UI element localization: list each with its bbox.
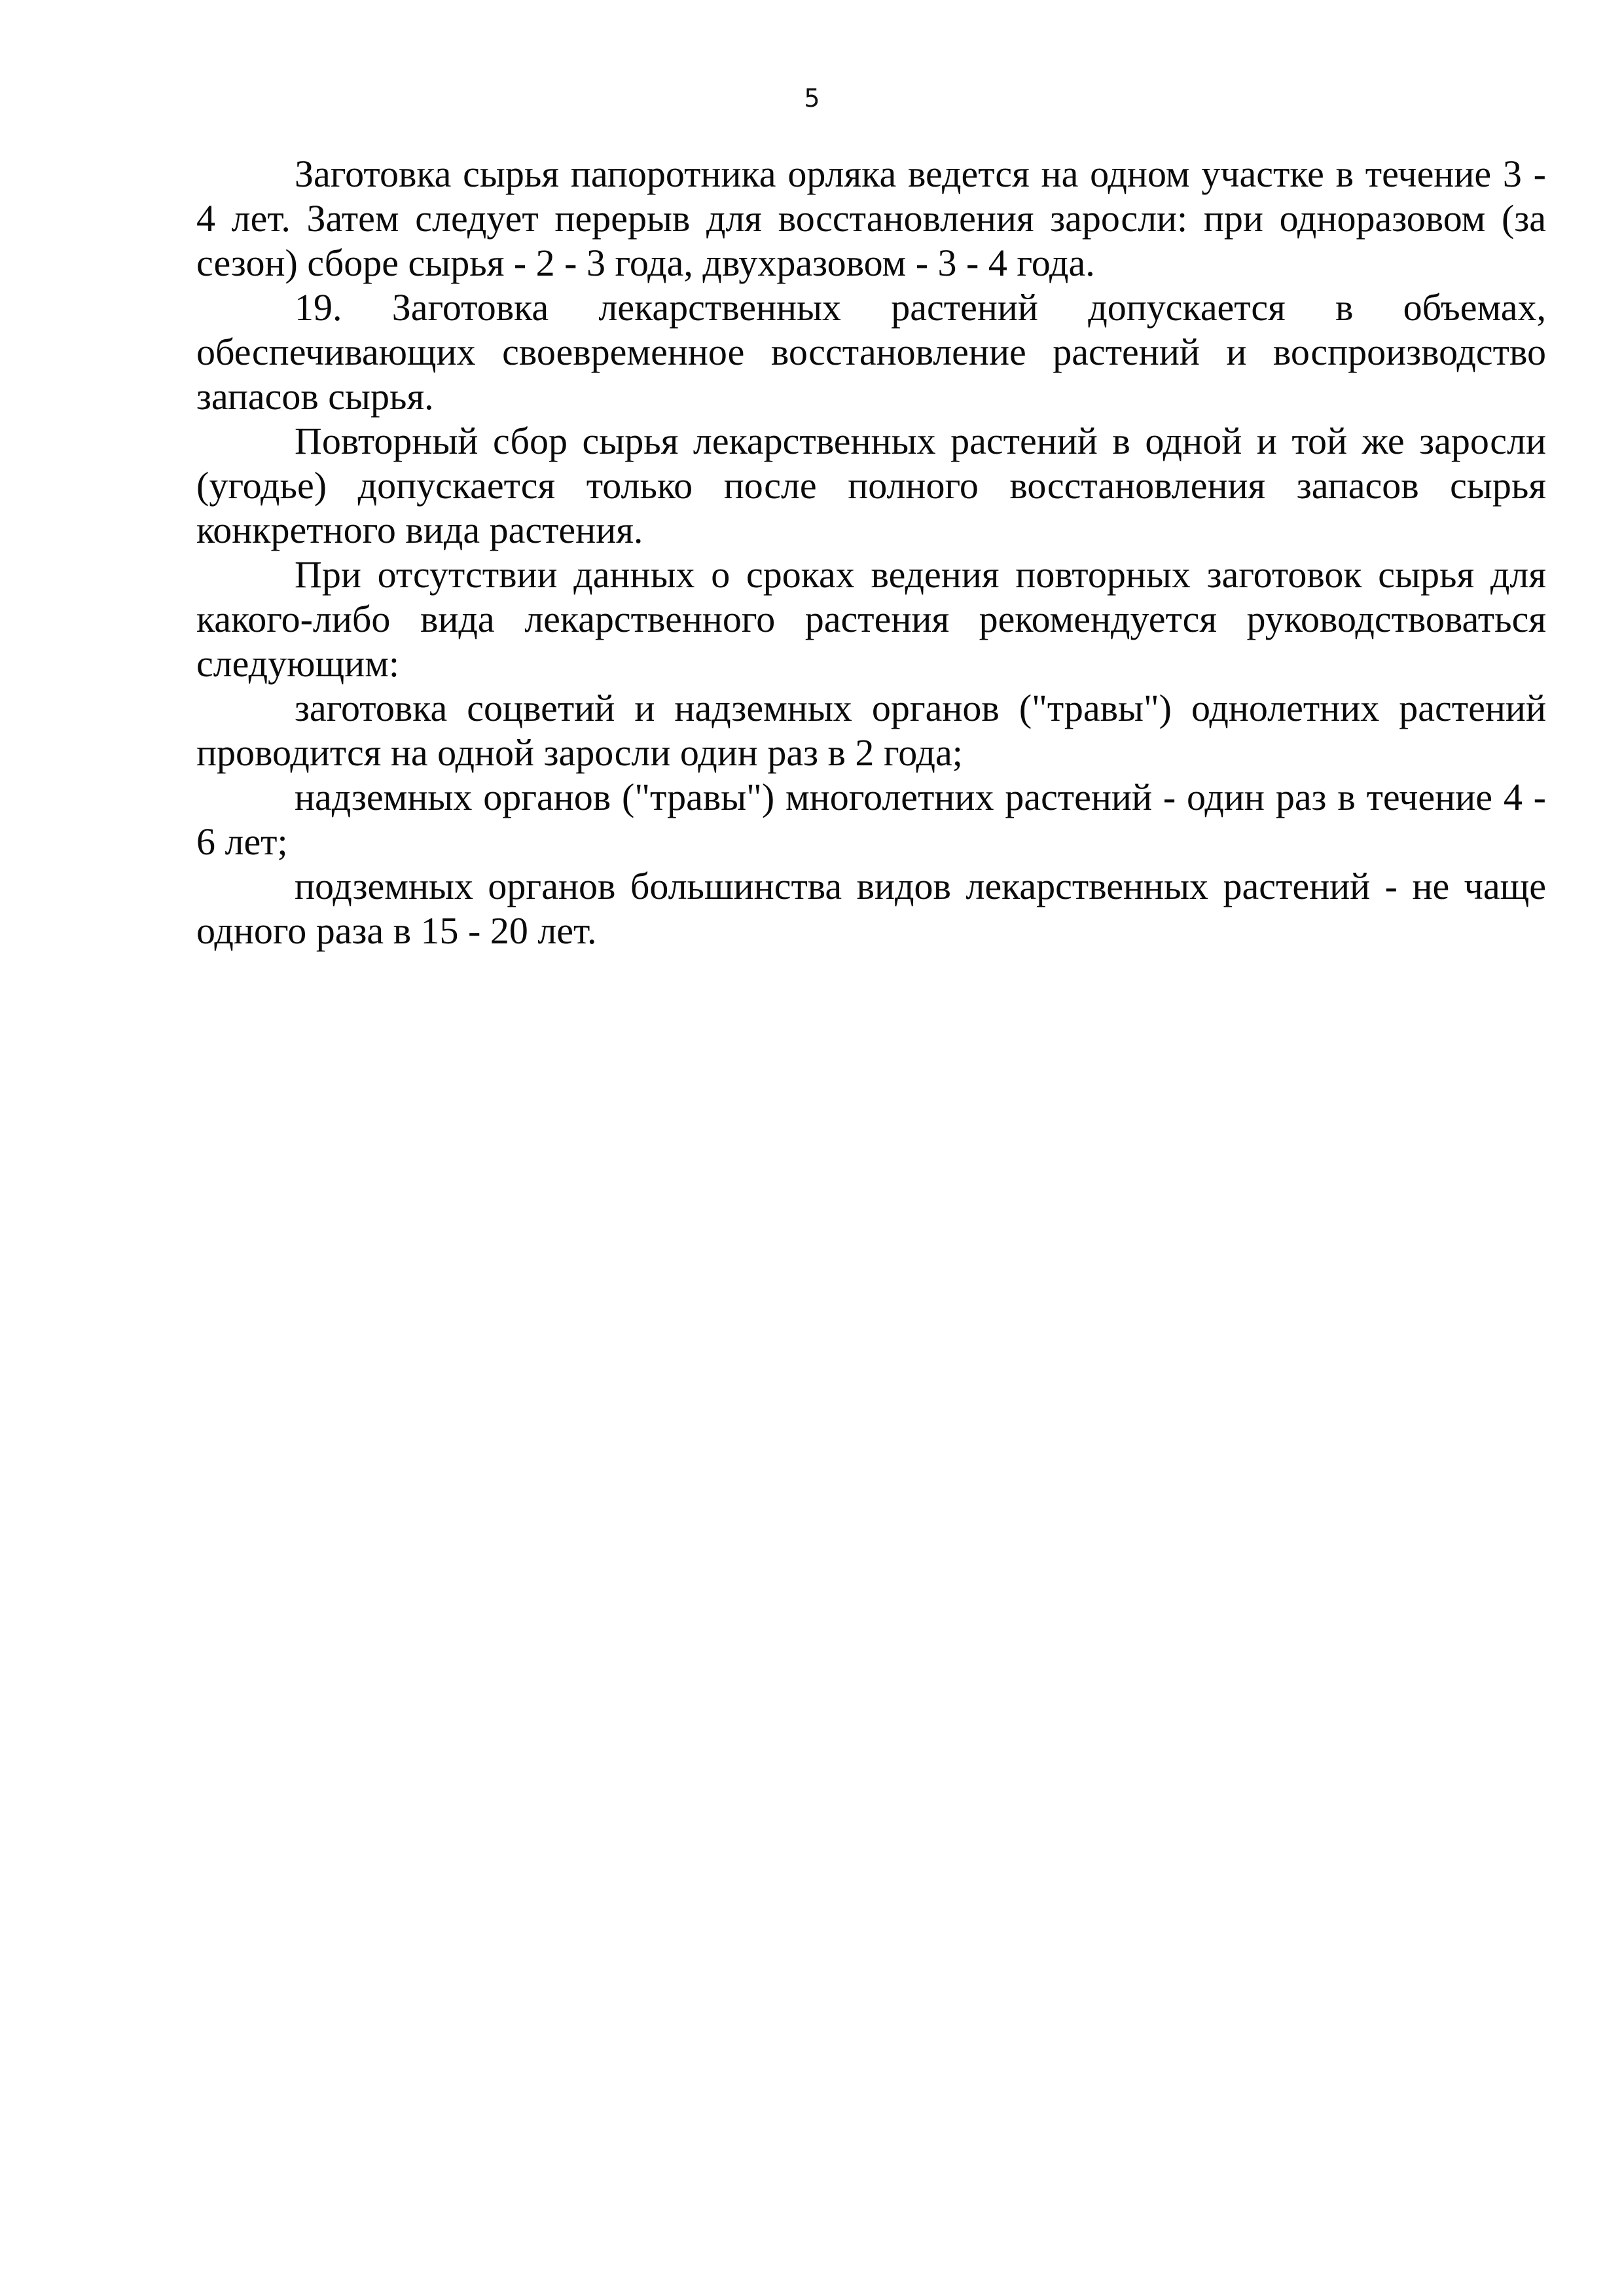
paragraph-underground-organs: подземных органов большинства видов лекарственных растений - не чаще одного раза в 15 - 20 лет. — [196, 865, 1546, 952]
paragraph-perennial-plants: надземных органов ("травы") многолетних растений - один раз в течение 4 - 6 лет; — [196, 776, 1546, 863]
paragraph-repeat-harvest: Повторный сбор сырья лекарственных растений в одной и той же заросли (угодье) допускается только после полного восстановления запасов сырья конкретного вида растения. — [196, 420, 1546, 551]
page-number: 5 — [804, 84, 820, 113]
paragraph-annual-plants: заготовка соцветий и надземных органов ("травы") однолетних растений проводится на одной заросли один раз в 2 года; — [196, 687, 1546, 774]
document-body — [196, 152, 1546, 953]
paragraph-item-19: 19. Заготовка лекарственных растений допускается в объемах, обеспечивающих своевременное восстановление растений и воспроизводство запасов сырья. — [196, 286, 1546, 418]
paragraph-fern-harvest: Заготовка сырья папоротника орляка ведется на одном участке в течение 3 - 4 лет. Затем следует перерыв для восстановления заросли: при одноразовом (за сезон) сборе сырья - 2 - 3 года, двухразовом - 3 - 4 года. — [196, 153, 1546, 284]
paragraph-no-data-guidance: При отсутствии данных о сроках ведения повторных заготовок сырья для какого-либо вида лекарственного растения рекомендуется руководствоваться следующим: — [196, 553, 1546, 685]
